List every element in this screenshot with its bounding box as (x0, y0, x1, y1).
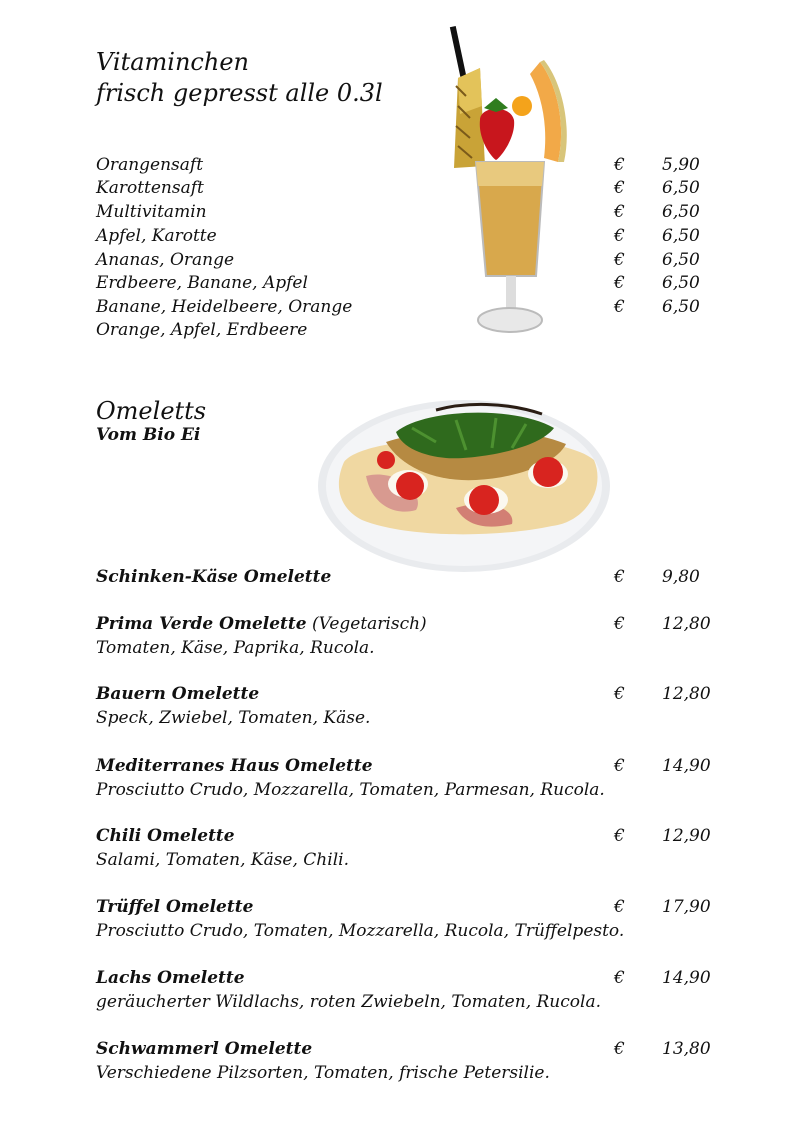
drink-price: 5,90 (662, 155, 700, 175)
omelette-name: Prima Verde Omelette (96, 614, 307, 634)
section-title-vitamin (96, 47, 383, 109)
drink-name: Apfel, Karotte (96, 226, 217, 246)
drink-price: 6,50 (662, 202, 700, 222)
list-item (96, 178, 716, 202)
list-item (96, 250, 716, 274)
drink-name: Karottensaft (96, 178, 204, 198)
currency-symbol: € (614, 226, 625, 246)
omelette-plate-image (316, 398, 612, 574)
list-item (96, 968, 716, 1012)
omelette-description: Prosciutto Crudo, Mozzarella, Tomaten, Parmesan, Rucola. (96, 780, 605, 800)
currency-symbol: € (614, 614, 625, 634)
omelette-price: 12,80 (662, 614, 711, 634)
currency-symbol: € (614, 897, 625, 917)
drink-price: 6,50 (662, 226, 700, 246)
currency-symbol: € (614, 756, 625, 776)
omelette-description: Salami, Tomaten, Käse, Chili. (96, 850, 349, 870)
vitamin-title-line2: frisch gepresst alle 0.3l (96, 79, 383, 107)
drink-name: Multivitamin (96, 202, 207, 222)
list-item (96, 826, 716, 870)
currency-symbol: € (614, 178, 625, 198)
currency-symbol: € (614, 202, 625, 222)
omelette-name: Bauern Omelette (96, 684, 260, 704)
list-item (96, 567, 716, 591)
list-item (96, 320, 716, 344)
omelette-description: Tomaten, Käse, Paprika, Rucola. (96, 638, 375, 658)
omelette-price: 13,80 (662, 1039, 711, 1059)
omelette-description: Speck, Zwiebel, Tomaten, Käse. (96, 708, 371, 728)
omelette-price: 9,80 (662, 567, 700, 587)
drink-name: Banane, Heidelbeere, Orange (96, 297, 353, 317)
list-item (96, 202, 716, 226)
drink-price: 6,50 (662, 273, 700, 293)
omelette-description: Verschiedene Pilzsorten, Tomaten, frische Petersilie. (96, 1063, 550, 1083)
drink-name: Ananas, Orange (96, 250, 235, 270)
omelette-price: 14,90 (662, 968, 711, 988)
currency-symbol: € (614, 684, 625, 704)
drink-price: 6,50 (662, 297, 700, 317)
list-item (96, 273, 716, 297)
omelette-price: 14,90 (662, 756, 711, 776)
currency-symbol: € (614, 250, 625, 270)
drink-name: Erdbeere, Banane, Apfel (96, 273, 308, 293)
omelette-price: 17,90 (662, 897, 711, 917)
drink-name: Orangensaft (96, 155, 204, 175)
currency-symbol: € (614, 273, 625, 293)
list-item (96, 897, 716, 941)
currency-symbol: € (614, 567, 625, 587)
section-title-omeletts: Omeletts (96, 397, 207, 425)
omelette-name: Schinken-Käse Omelette (96, 567, 332, 587)
list-item (96, 226, 716, 250)
currency-symbol: € (614, 297, 625, 317)
list-item (96, 297, 716, 321)
list-item (96, 155, 716, 179)
currency-symbol: € (614, 1039, 625, 1059)
omelette-price: 12,90 (662, 826, 711, 846)
omelette-note: (Vegetarisch) (306, 614, 427, 634)
currency-symbol: € (614, 968, 625, 988)
omelette-description: geräucherter Wildlachs, roten Zwiebeln, Tomaten, Rucola. (96, 992, 601, 1012)
list-item (96, 1039, 716, 1083)
omelette-price: 12,80 (662, 684, 711, 704)
currency-symbol: € (614, 155, 625, 175)
list-item (96, 614, 716, 658)
omelette-name: Lachs Omelette (96, 968, 245, 988)
list-item (96, 756, 716, 800)
drink-price: 6,50 (662, 250, 700, 270)
omelette-description: Prosciutto Crudo, Tomaten, Mozzarella, Rucola, Trüffelpesto. (96, 921, 625, 941)
omelette-name: Schwammerl Omelette (96, 1039, 313, 1059)
section-subtitle-omeletts: Vom Bio Ei (96, 425, 201, 445)
omelette-name: Mediterranes Haus Omelette (96, 756, 373, 776)
omelette-name: Trüffel Omelette (96, 897, 254, 917)
list-item (96, 684, 716, 728)
vitamin-title-line1: Vitaminchen (96, 48, 249, 76)
omelette-name: Chili Omelette (96, 826, 235, 846)
currency-symbol: € (614, 826, 625, 846)
drink-price: 6,50 (662, 178, 700, 198)
drink-name: Orange, Apfel, Erdbeere (96, 320, 308, 340)
